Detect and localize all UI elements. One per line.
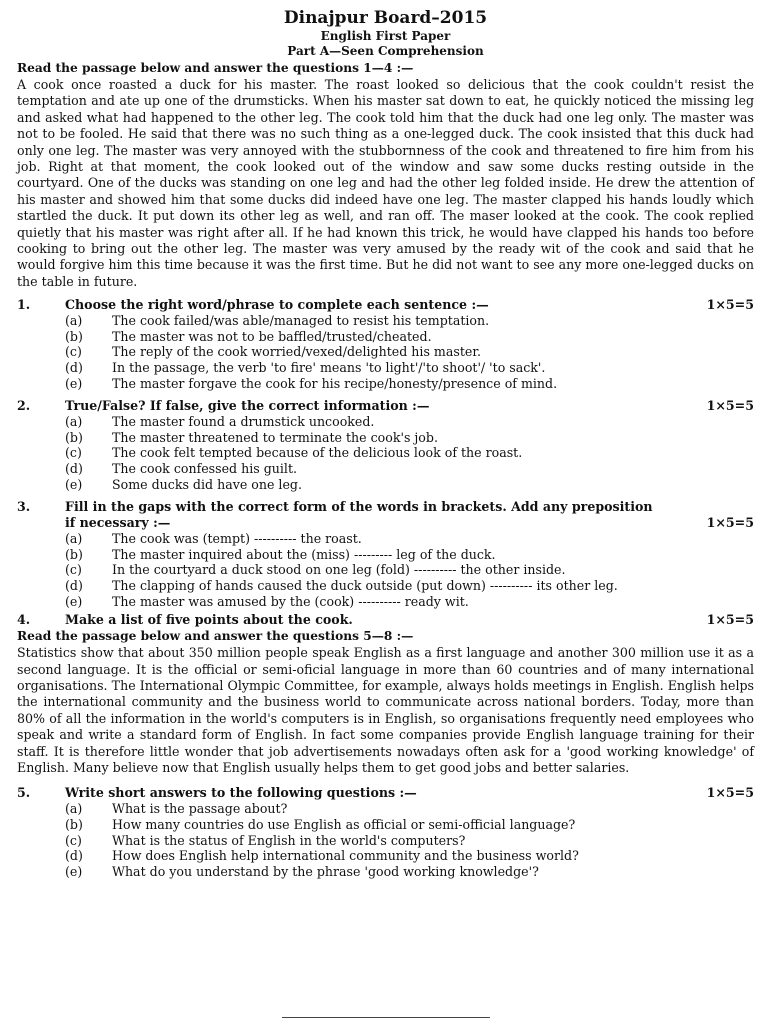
question-3 bbox=[17, 499, 754, 609]
question-item bbox=[65, 833, 754, 849]
question-item bbox=[65, 477, 754, 493]
section1-passage: A cook once roasted a duck for his master. The roast looked so delicious that the cook couldn't resist the temptation and ate up one of the drumsticks. When his master sat down to eat, he quickly noticed the missing leg and asked what had happened to the other leg. The cook told him that the duck had one leg only. The master was not to be fooled. He said that there was no such thing as a one-legged duck. The cook insisted that this duck had only one leg. The master was very annoyed with the stubbornness of the cook and threatened to fire him from his job. Right at that moment, the cook looked out of the window and saw some ducks resting outside in the courtyard. One of the ducks was standing on one leg and had the other leg folded inside. He drew the attention of his master and showed him that some ducks did indeed have one leg. The master clapped his hands loudly which startled the duck. It put down its other leg as well, and ran off. The maser looked at the cook. The cook replied quietly that his master was right after all. If he had known this trick, he would have clapped his hands too before cooking to bring out the other leg. The master was very amused by the ready wit of the cook and said that he would forgive him this time because it was the first time. But he did not want to see any more one-legged ducks on the table in future. bbox=[17, 77, 754, 289]
question-item bbox=[65, 864, 754, 880]
question-item bbox=[65, 817, 754, 833]
question-text-continued: if necessary :— bbox=[65, 515, 171, 531]
question-item bbox=[65, 547, 754, 563]
question-number: 4. bbox=[17, 612, 31, 628]
item-label: (d) bbox=[65, 461, 83, 477]
question-marks: 1×5=5 bbox=[706, 612, 754, 628]
item-label: (c) bbox=[65, 562, 82, 578]
question-item bbox=[65, 445, 754, 461]
question-item bbox=[65, 848, 754, 864]
question-1 bbox=[17, 297, 754, 391]
question-item bbox=[65, 578, 754, 594]
item-label: (e) bbox=[65, 476, 83, 492]
item-label: (d) bbox=[65, 360, 83, 376]
item-text: The master inquired about the (miss) --------- leg of the duck. bbox=[112, 546, 496, 562]
item-text: The cook felt tempted because of the delicious look of the roast. bbox=[112, 445, 523, 461]
item-text: The master forgave the cook for his recipe/honesty/presence of mind. bbox=[112, 375, 558, 391]
part-heading: Part A—Seen Comprehension bbox=[287, 44, 484, 58]
question-4 bbox=[17, 612, 754, 628]
question-text: Make a list of five points about the cook. bbox=[65, 612, 353, 628]
question-item bbox=[65, 562, 754, 578]
question-number: 2. bbox=[17, 398, 31, 414]
item-label: (a) bbox=[65, 801, 83, 817]
item-text: The cook failed/was able/managed to resist his temptation. bbox=[112, 313, 490, 329]
question-number: 1. bbox=[17, 297, 31, 313]
question-item bbox=[65, 430, 754, 446]
item-text: The cook confessed his guilt. bbox=[112, 461, 298, 477]
question-text: Fill in the gaps with the correct form of the words in brackets. Add any preposition bbox=[65, 499, 653, 515]
question-number: 5. bbox=[17, 785, 31, 801]
question-marks: 1×5=5 bbox=[706, 297, 754, 313]
paper-name: English First Paper bbox=[320, 29, 451, 43]
item-label: (b) bbox=[65, 429, 83, 445]
exam-title: Dinajpur Board–2015 bbox=[283, 8, 488, 28]
item-text: How many countries do use English as official or semi-official language? bbox=[112, 817, 576, 833]
question-item bbox=[65, 329, 754, 345]
question-item bbox=[65, 594, 754, 610]
item-label: (b) bbox=[65, 817, 83, 833]
item-label: (b) bbox=[65, 328, 83, 344]
item-text: The clapping of hands caused the duck outside (put down) ---------- its other leg. bbox=[112, 578, 618, 593]
item-text: What do you understand by the phrase 'good working knowledge'? bbox=[112, 863, 539, 879]
item-label: (e) bbox=[65, 593, 83, 609]
item-label: (b) bbox=[65, 546, 83, 562]
question-5 bbox=[17, 785, 754, 879]
item-text: The master was amused by the (cook) ---------- ready wit. bbox=[112, 593, 469, 609]
item-text: How does English help international community and the business world? bbox=[112, 848, 579, 864]
question-item bbox=[65, 360, 754, 376]
question-item bbox=[65, 461, 754, 477]
item-label: (d) bbox=[65, 848, 83, 864]
question-text: True/False? If false, give the correct information :— bbox=[65, 398, 430, 414]
question-item bbox=[65, 313, 754, 329]
question-text: Write short answers to the following questions :— bbox=[65, 785, 417, 801]
item-text: The master was not to be baffled/trusted/cheated. bbox=[112, 328, 432, 344]
section2-instruction: Read the passage below and answer the questions 5—8 :— bbox=[17, 629, 414, 644]
item-text: The reply of the cook worried/vexed/delighted his master. bbox=[112, 344, 481, 360]
item-label: (a) bbox=[65, 531, 83, 547]
footer-link-underline[interactable] bbox=[282, 1017, 490, 1018]
section1-instruction: Read the passage below and answer the questions 1—4 :— bbox=[17, 61, 414, 75]
item-label: (a) bbox=[65, 414, 83, 430]
question-marks: 1×5=5 bbox=[706, 785, 754, 801]
question-text: Choose the right word/phrase to complete each sentence :— bbox=[65, 297, 489, 313]
item-label: (e) bbox=[65, 375, 83, 391]
question-item bbox=[65, 376, 754, 392]
item-label: (d) bbox=[65, 578, 83, 593]
question-2 bbox=[17, 398, 754, 492]
question-item bbox=[65, 801, 754, 817]
item-label: (c) bbox=[65, 445, 82, 461]
question-number: 3. bbox=[17, 499, 31, 515]
item-label: (a) bbox=[65, 313, 83, 329]
question-marks: 1×5=5 bbox=[706, 398, 754, 414]
item-text: What is the passage about? bbox=[112, 801, 288, 817]
question-item bbox=[65, 414, 754, 430]
question-item bbox=[65, 344, 754, 360]
item-text: The master found a drumstick uncooked. bbox=[112, 414, 375, 430]
question-marks: 1×5=5 bbox=[706, 515, 754, 531]
question-item bbox=[65, 531, 754, 547]
item-text: In the passage, the verb 'to fire' means 'to light'/'to shoot'/ 'to sack'. bbox=[112, 360, 546, 376]
item-label: (e) bbox=[65, 863, 83, 879]
item-text: In the courtyard a duck stood on one leg (fold) ---------- the other inside. bbox=[112, 562, 566, 578]
item-label: (c) bbox=[65, 832, 82, 848]
item-text: What is the status of English in the world's computers? bbox=[112, 832, 466, 848]
item-text: The master threatened to terminate the cook's job. bbox=[112, 429, 438, 445]
item-label: (c) bbox=[65, 344, 82, 360]
section2-passage: Statistics show that about 350 million people speak English as a first language and another 300 million use it as a second language. It is the official or semi-oficial language in more than 60 countries and of many international organisations. The International Olympic Committee, for example, always holds meetings in English. English helps the international community and the business world to communicate across national borders. Today, more than 80% of all the information in the world's computers is in English, so organisations frequently need employees who speak and write a standard form of English. In fact some companies provide English language training for their staff. It is therefore little wonder that job advertisements nowadays often ask for a 'good working knowledge' of English. Many believe now that English usually helps them to get good jobs and better salaries. bbox=[17, 645, 754, 776]
item-text: Some ducks did have one leg. bbox=[112, 476, 302, 492]
item-text: The cook was (tempt) ---------- the roast. bbox=[112, 531, 362, 547]
